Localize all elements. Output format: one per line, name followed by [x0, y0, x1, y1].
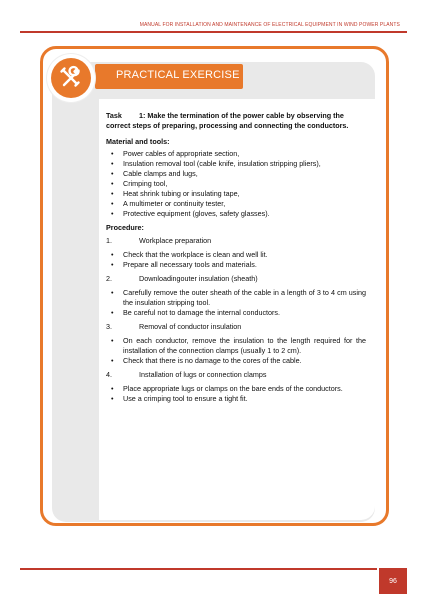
step-items	[106, 384, 366, 404]
tools-icon	[51, 58, 91, 98]
step-number: 1.	[106, 236, 112, 245]
list-item: • Insulation removal tool (cable knife, insulation stripping pliers),	[106, 159, 366, 169]
footer-divider	[20, 568, 377, 570]
list-item: • Be careful not to damage the internal conductors.	[106, 308, 366, 318]
list-item: • Heat shrink tubing or insulating tape,	[106, 189, 366, 199]
task-text: 1: Make the termination of the power cable by observing the correct steps of preparing, processing and connecting the conductors.	[106, 111, 349, 130]
step-title: Workplace preparation	[139, 236, 212, 245]
procedure-step	[106, 274, 366, 284]
banner-title: PRACTICAL EXERCISE	[116, 69, 240, 81]
procedure-step	[106, 322, 366, 332]
step-items	[106, 336, 366, 366]
exercise-content	[106, 111, 366, 408]
step-items	[106, 250, 366, 270]
list-item: • Power cables of appropriate section,	[106, 149, 366, 159]
procedure-step	[106, 236, 366, 246]
list-item: • Use a crimping tool to ensure a tight fit.	[106, 394, 366, 404]
materials-list	[106, 149, 366, 219]
running-header: MANUAL FOR INSTALLATION AND MAINTENANCE OF ELECTRICAL EQUIPMENT IN WIND POWER PLANTS	[139, 22, 400, 28]
step-number: 4.	[106, 370, 112, 379]
step-number: 2.	[106, 274, 112, 283]
materials-heading: Material and tools:	[106, 137, 170, 146]
step-title: Installation of lugs or connection clamps	[139, 370, 267, 379]
task-label: Task	[106, 111, 122, 120]
step-number: 3.	[106, 322, 112, 331]
list-item: • Place appropriate lugs or clamps on the bare ends of the conductors.	[106, 384, 366, 394]
task-statement	[106, 111, 366, 131]
list-item: • Carefully remove the outer sheath of the cable in a length of 3 to 4 cm using the insulation stripping tool.	[106, 288, 366, 308]
procedure-heading: Procedure:	[106, 223, 144, 232]
procedure-step	[106, 370, 366, 380]
list-item: • Prepare all necessary tools and materials.	[106, 260, 366, 270]
list-item: • Protective equipment (gloves, safety glasses).	[106, 209, 366, 219]
list-item: • Check that there is no damage to the cores of the cable.	[106, 356, 366, 366]
list-item: • Cable clamps and lugs,	[106, 169, 366, 179]
step-title: Removal of conductor insulation	[139, 322, 242, 331]
list-item: • Check that the workplace is clean and well lit.	[106, 250, 366, 260]
header-divider	[20, 31, 407, 33]
page-number: 96	[379, 568, 407, 594]
list-item: • Crimping tool,	[106, 179, 366, 189]
step-items	[106, 288, 366, 318]
list-item: • A multimeter or continuity tester,	[106, 199, 366, 209]
list-item: • On each conductor, remove the insulation to the length required for the installation of the connection clamps (usually 1 to 2 cm).	[106, 336, 366, 356]
step-title: Downloadingouter insulation (sheath)	[139, 274, 258, 283]
